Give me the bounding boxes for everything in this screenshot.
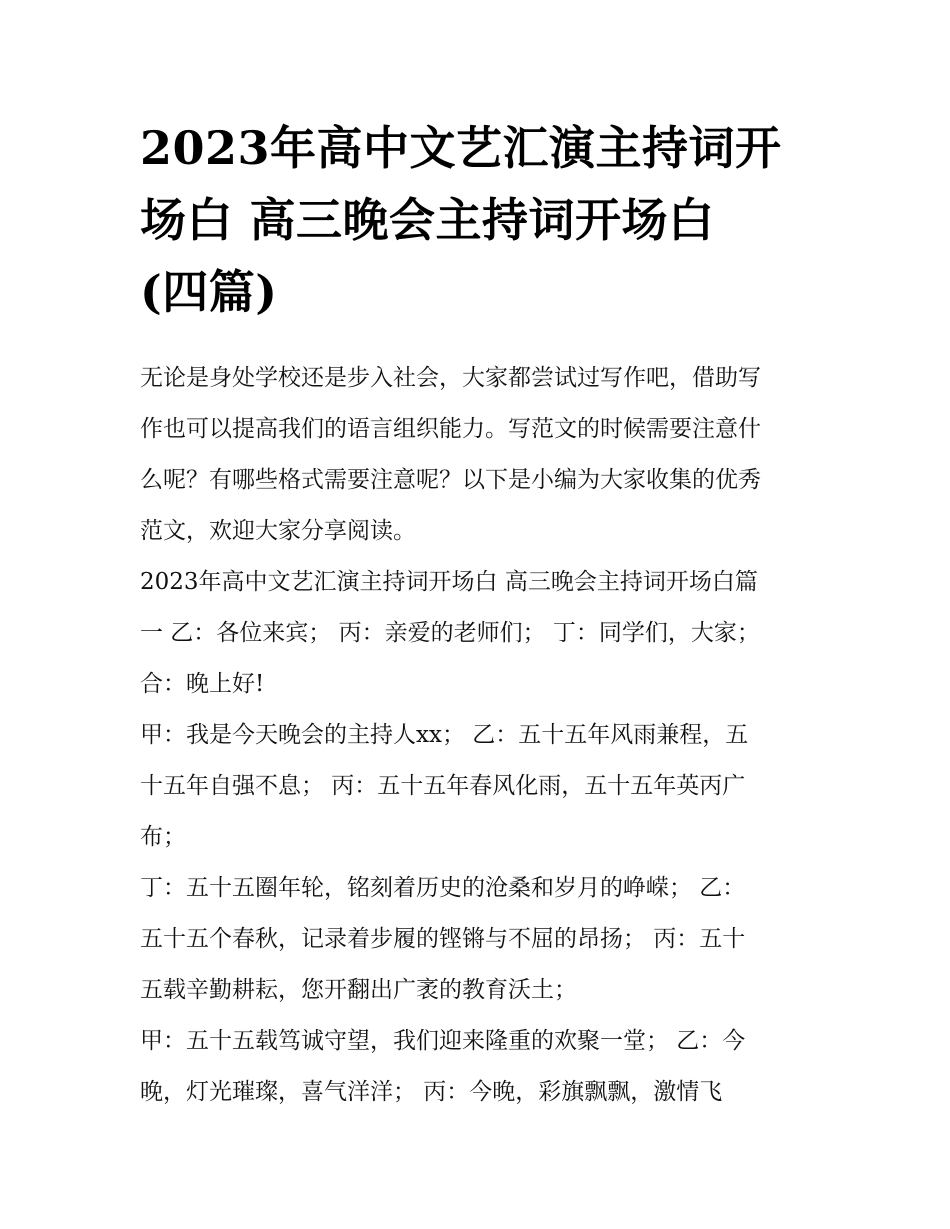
- script-paragraph: [140, 863, 820, 1016]
- text-line: 合：晚上好!: [140, 671, 265, 697]
- title-line: (四篇): [140, 265, 278, 319]
- document-title: [140, 112, 820, 328]
- text-line: 布；: [140, 824, 186, 850]
- text-line: 范文，欢迎大家分享阅读。: [140, 518, 416, 544]
- text-line: 2023年高中文艺汇演主持词开场白 高三晚会主持词开场白篇: [140, 569, 758, 595]
- title-line: 2023年高中文艺汇演主持词开: [140, 121, 782, 175]
- text-line: 十五年自强不息； 丙：五十五年春风化雨，五十五年英丙广: [140, 773, 746, 799]
- text-line: 五载辛勤耕耘，您开翻出广袤的教育沃土；: [140, 977, 577, 1003]
- document-body: [140, 353, 820, 1118]
- text-line: 丁：五十五圈年轮，铭刻着历史的沧桑和岁月的峥嵘； 乙：: [140, 875, 746, 901]
- text-line: 无论是身处学校还是步入社会，大家都尝试过写作吧，借助写: [140, 365, 761, 391]
- text-line: 么呢？有哪些格式需要注意呢？以下是小编为大家收集的优秀: [140, 467, 761, 493]
- text-line: 一 乙：各位来宾； 丙：亲爱的老师们； 丁：同学们，大家；: [140, 620, 760, 646]
- text-line: 作也可以提高我们的语言组织能力。写范文的时候需要注意什: [140, 416, 761, 442]
- text-line: 晚，灯光璀璨，喜气洋洋； 丙：今晚，彩旗飘飘，激情飞: [140, 1079, 723, 1105]
- text-line: 甲：五十五载笃诚守望，我们迎来隆重的欢聚一堂； 乙：今: [140, 1028, 746, 1054]
- text-line: 五十五个春秋，记录着步履的铿锵与不屈的昂扬； 丙：五十: [140, 926, 746, 952]
- title-line: 场白 高三晚会主持词开场白: [140, 193, 715, 247]
- script-paragraph: [140, 710, 820, 863]
- section-heading-paragraph: [140, 557, 820, 710]
- script-paragraph: [140, 1016, 820, 1118]
- intro-paragraph: [140, 353, 820, 557]
- text-line: 甲：我是今天晚会的主持人xx； 乙：五十五年风雨兼程，五: [140, 722, 749, 748]
